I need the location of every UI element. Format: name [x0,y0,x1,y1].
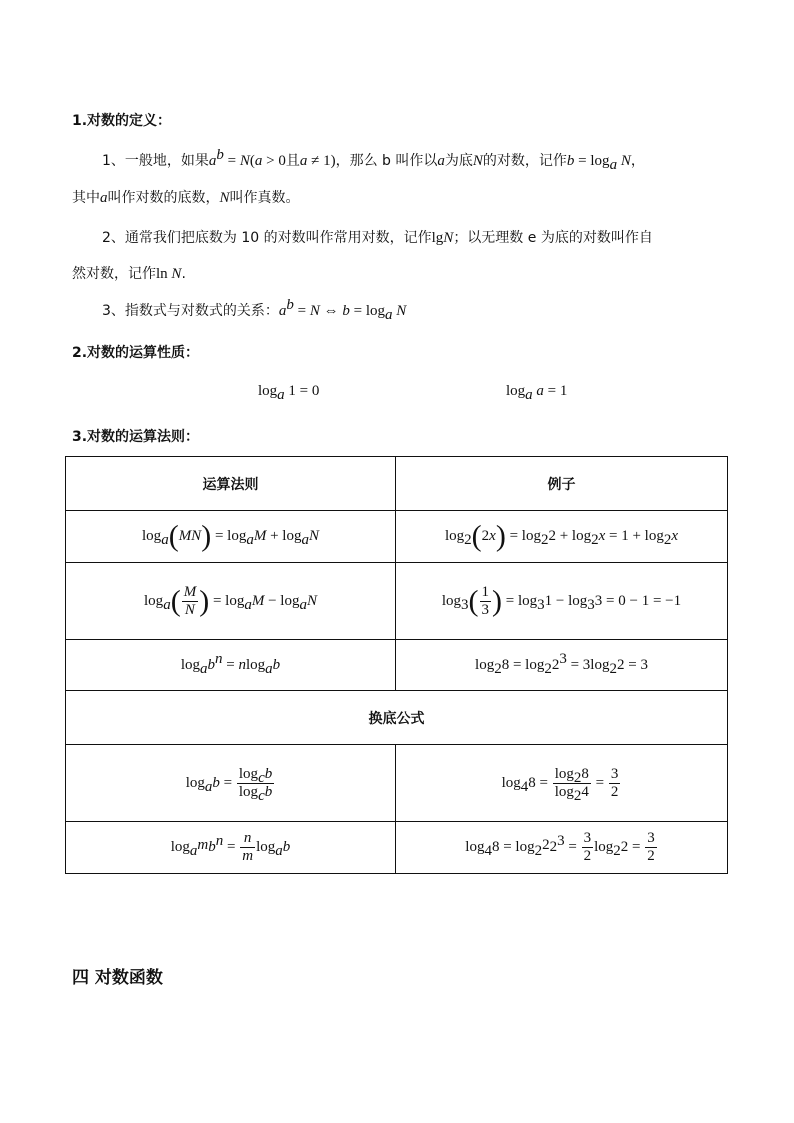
formula-base-condition-1: a > 0 [254,153,286,169]
formula-log-notation: $b = \log_a N$ [566,153,631,173]
section-heading-definition: 1.对数的定义： [72,113,172,129]
formula-ln: ln N [156,266,182,282]
formula-log-a-a: $\log_a a = 1$ [506,383,568,403]
example-product: $\log_2(2x) = \log_22 + \log_2x = 1 + \log_2x$ [396,511,728,563]
definition-item-2-line-1: 2、通常我们把底数为 10 的对数叫作常用对数，记作lgN；以无理数 e 为底的对数叫作自 [102,230,653,246]
formula-n-2: N [219,190,230,206]
table-header-row [66,457,728,511]
formula-log-a-1: $\log_a 1 = 0$ [258,383,320,403]
table-row [66,640,728,691]
table-row [66,745,728,822]
example-quotient: $\log_3$( $\frac{1}{3}$ ) = $\log_31 - \log_33 = 0 - 1 = -1$ [396,563,728,640]
definition-item-3: 3、指数式与对数式的关系：$a^b = N$ ⇔ $b = \log_a N$ [102,297,407,323]
rule-power-base: $\log_{a^m}b^n$ = $\frac{n}{m}$ $\log_ab$ [66,822,396,874]
table-row [66,691,728,745]
section-heading-log-function: 四 对数函数 [72,968,163,988]
definition-item-2-line-2: 然对数，记作ln N. [72,266,186,282]
change-of-base-header: 换底公式 [66,691,728,745]
formula-lg: lgN [431,230,454,246]
definition-item-1-line-2: 其中a叫作对数的底数，N叫作真数。 [72,190,300,206]
table-row [66,822,728,874]
rule-quotient: $\log_a$( $\frac{M}{N}$ ) = $\log_aM - \log_aN$ [66,563,396,640]
formula-base-a-2: a [100,190,108,206]
log-rules-table [65,456,728,874]
example-change-of-base: $\log_48$ = $\frac{\log_28}{\log_24}$ = $\frac{3}{2}$ [396,745,728,822]
col-header-rule: 运算法则 [66,457,396,511]
definition-item-1-line-1: 1、一般地，如果$a^b = N(a > 0$且a ≠ 1)，那么 b 叫作以a为底N的对数，记作$b = \log_a N$， [102,147,645,173]
table-row [66,563,728,640]
formula-exp-def: $a^b = N$ [208,147,250,169]
formula-base-a: a [437,153,445,169]
col-header-example: 例子 [396,457,728,511]
section-heading-rules: 3.对数的运算法则： [72,429,200,445]
formula-base-condition-2: a ≠ 1 [299,153,331,169]
formula-exp-log-relation: $a^b = N$ ⇔ $b = \log_a N$ [278,297,407,323]
table-row [66,511,728,563]
section-heading-properties: 2.对数的运算性质： [72,345,200,361]
rule-product: $\log_a(MN) = \log_aM + \log_aN$ [66,511,396,563]
formula-n: N [472,153,483,169]
example-power-base: $\log_48 = \log_{2^2}2^3$ = $\frac{3}{2}$ $\log_22$ = $\frac{3}{2}$ [396,822,728,874]
rule-power: $\log_ab^n = nlog_ab$ [66,640,396,691]
rule-change-of-base: $\log_ab$ = $\frac{\log_cb}{\log_cb}$ [66,745,396,822]
example-power: $\log_28 = \log_22^3 = 3\log_22 = 3$ [396,640,728,691]
